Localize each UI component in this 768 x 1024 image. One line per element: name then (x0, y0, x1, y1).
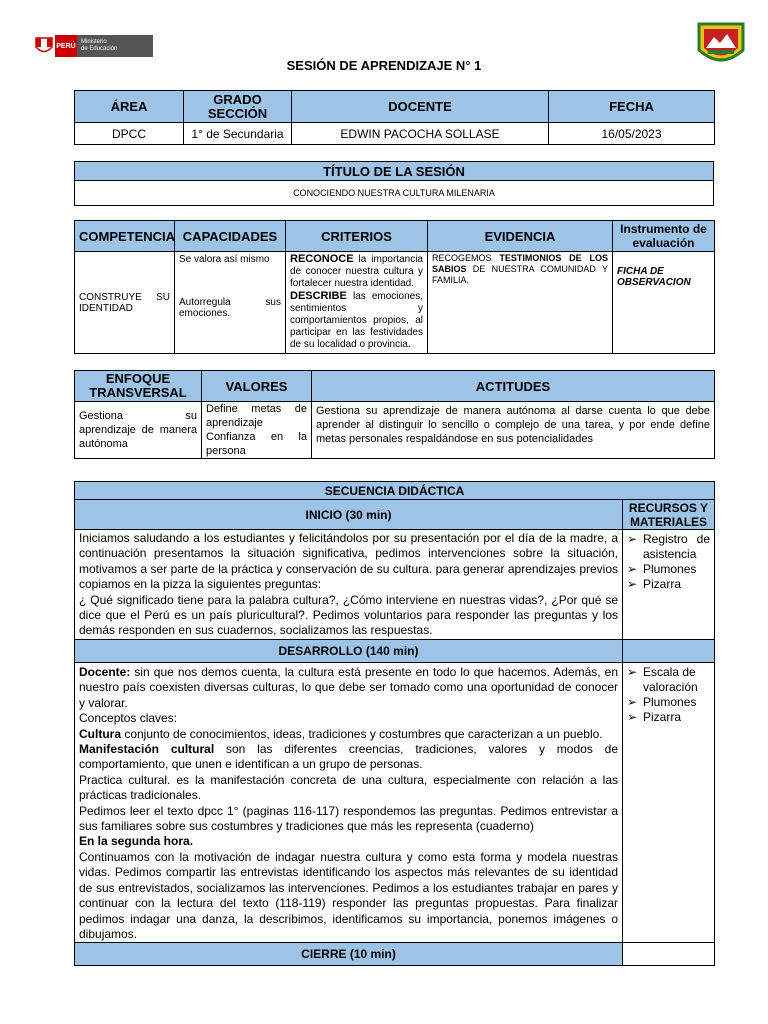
grado-value: 1° de Secundaria (184, 123, 292, 145)
arrow-bullet-icon: ➢ (627, 710, 638, 724)
evidencia-text-2: DE NUESTRA COMUNIDAD Y FAMILIA. (432, 264, 608, 285)
ministry-label: Ministerio de Educación (77, 35, 153, 57)
criterios-cell (286, 252, 428, 354)
fecha-value: 16/05/2023 (549, 123, 715, 145)
recurso-item: ➢ Registro de asistencia (627, 532, 710, 561)
desarrollo-content (75, 663, 623, 943)
recurso-item: ➢ Escala de valoración (627, 665, 698, 694)
header-evidencia: EVIDENCIA (428, 221, 613, 252)
header-fecha: FECHA (549, 91, 715, 123)
competencia-value: CONSTRUYE SU IDENTIDAD (75, 252, 175, 354)
conceptos-label: Conceptos claves: (79, 711, 178, 726)
area-value: DPCC (75, 123, 184, 145)
peru-label: PERÚ (55, 35, 77, 57)
evidencia-cell (428, 252, 613, 354)
header-competencia: COMPETENCIA (75, 221, 175, 252)
capacidad-1: Se valora así mismo (179, 254, 270, 265)
session-value: CONOCIENDO NUESTRA CULTURA MILENARIA (75, 181, 714, 206)
cierre-header: CIERRE (10 min) (75, 943, 623, 966)
practica-text: Practica cultural. es la manifestación concreta de una cultura, especialmente con relación a las prácticas tradicionales. (79, 772, 618, 803)
manifestacion-text: son las diferentes creencias, tradiciones, valores y modos de comportamiento, que unen e identifican a un grupo de personas. (79, 742, 618, 772)
ministry-logo (33, 34, 153, 58)
header-docente: DOCENTE (292, 91, 549, 123)
header-instrumento: Instrumento de evaluación (613, 221, 715, 252)
criterio-verb-2: DESCRIBE (290, 290, 347, 302)
arrow-bullet-icon: ➢ (627, 665, 638, 679)
secuencia-header: SECUENCIA DIDÁCTICA (75, 482, 715, 500)
recurso-item: ➢ Plumones (627, 695, 697, 709)
criterio-text-1: la importancia de conocer nuestra cultura y fortalecer nuestra identidad. (290, 254, 423, 289)
header-actitudes: ACTITUDES (312, 371, 715, 402)
capacidad-2: Autorregula sus emociones. (179, 297, 281, 319)
info-table (74, 90, 715, 145)
header-criterios: CRITERIOS (286, 221, 428, 252)
arrow-bullet-icon: ➢ (627, 532, 638, 546)
page-title: SESIÓN DE APRENDIZAJE N° 1 (286, 58, 482, 73)
instrumento-value: FICHA DE OBSERVACION (613, 252, 715, 354)
valores-cell (202, 402, 312, 459)
actitudes-value: Gestiona su aprendizaje de manera autónoma al darse cuenta lo que debe aprender al distinguir lo sencillo o complejo de una tarea, y por ende define metas personales respaldándose en sus potencialidades (312, 402, 715, 459)
evidencia-bold: TESTIMONIOS DE LOS SABIOS (432, 253, 608, 274)
docente-text: sin que nos demos cuenta, la cultura está presente en todo lo que hacemos. Además, en nuestro país coexisten diversas culturas, lo que debe ser tomado como una oportunidad de conocer y valorar. (79, 665, 618, 710)
valor-2: Confianza en la persona (206, 431, 307, 457)
docente-value: EDWIN PACOCHA SOLLASE (292, 123, 549, 145)
inicio-header: INICIO (30 min) (75, 500, 623, 530)
docente-label: Docente: (79, 665, 131, 679)
enfoque-table (74, 370, 715, 459)
header-area: ÁREA (75, 91, 184, 123)
continuamos-text: Continuamos con la motivación de indagar nuestra cultura y como esta forma y modela nuestras vidas. Pedimos compartir las entrevistas identificando los aspectos más relevantes de su identidad de sus entrevistados, socializamos las intervenciones. Pedimos a los estudiantes trabajar en pares y continuar con la lectura del texto (118-119) responder las preguntas propuestas. Para finalizar pedimos indagar una danza, la describimos, identificamos su importancia, ponemos imágenes o dibujamos. (79, 849, 618, 941)
criterio-text-2: las emociones, sentimientos y comportamientos propios, al participar en las festividades de su localidad o provincia. (290, 291, 423, 350)
arrow-bullet-icon: ➢ (627, 562, 638, 576)
evidencia-text-1: RECOGEMOS (432, 253, 500, 263)
manifestacion-label: Manifestación cultural (79, 742, 215, 757)
recurso-item: ➢ Pizarra (627, 577, 682, 591)
desarrollo-recursos-header (623, 640, 715, 663)
secuencia-table (74, 481, 715, 966)
peru-shield-icon (33, 35, 55, 57)
enfoque-value: Gestiona su aprendizaje de manera autónoma (75, 402, 202, 459)
recursos-header: RECURSOS Y MATERIALES (623, 500, 715, 530)
segunda-hora-label: En la segunda hora. (79, 834, 194, 849)
inicio-paragraph-2: ¿ Qué significado tiene para la palabra cultura?, ¿Cómo interviene en nuestras vidas?, ¿Por qué se dice que el Perú es un país pluricultural?. Pedimos voluntarios para responder las preguntas y los demás responden en sus cuadernos, socializamos las respuestas. (79, 592, 618, 638)
inicio-recursos (623, 530, 715, 640)
inicio-paragraph-1: Iniciamos saludando a los estudiantes y felicitándolos por su presentación por el día de la madre, a continuación presentamos la situación significativa, pedimos intervenciones sobre la situación, motivamos a ser parte de la práctica y conservación de su cultura. para generar aprendizajes previos copiamos en la pizza la siguientes preguntas: (79, 531, 618, 592)
competence-table (74, 220, 715, 354)
session-table (74, 161, 714, 206)
header-enfoque: ENFOQUE TRANSVERSAL (75, 371, 202, 402)
header-capacidades: CAPACIDADES (175, 221, 286, 252)
header-valores: VALORES (202, 371, 312, 402)
cultura-text: conjunto de conocimientos, ideas, tradiciones y costumbres que caracterizan a un pueblo. (121, 726, 603, 741)
lectura-text: Pedimos leer el texto dpcc 1° (paginas 116-117) respondemos las preguntas. Pedimos entrevistar a sus familiares sobre sus costumbres y tradiciones que más les representa (cuaderno) (79, 803, 618, 834)
cierre-recursos-header (623, 943, 715, 966)
header-grado: GRADO SECCIÓN (184, 91, 292, 123)
arrow-bullet-icon: ➢ (627, 695, 638, 709)
capacidades-cell (175, 252, 286, 354)
desarrollo-recursos (623, 663, 715, 943)
session-header: TÍTULO DE LA SESIÓN (75, 162, 714, 181)
recurso-item: ➢ Plumones (627, 562, 697, 576)
inicio-content (75, 530, 623, 640)
cultura-label: Cultura (79, 726, 121, 741)
criterio-verb-1: RECONOCE (290, 253, 354, 265)
recurso-item: ➢ Pizarra (627, 710, 682, 724)
valor-1: Define metas de aprendizaje (206, 403, 307, 429)
desarrollo-header: DESARROLLO (140 min) (75, 640, 623, 663)
arrow-bullet-icon: ➢ (627, 577, 638, 591)
